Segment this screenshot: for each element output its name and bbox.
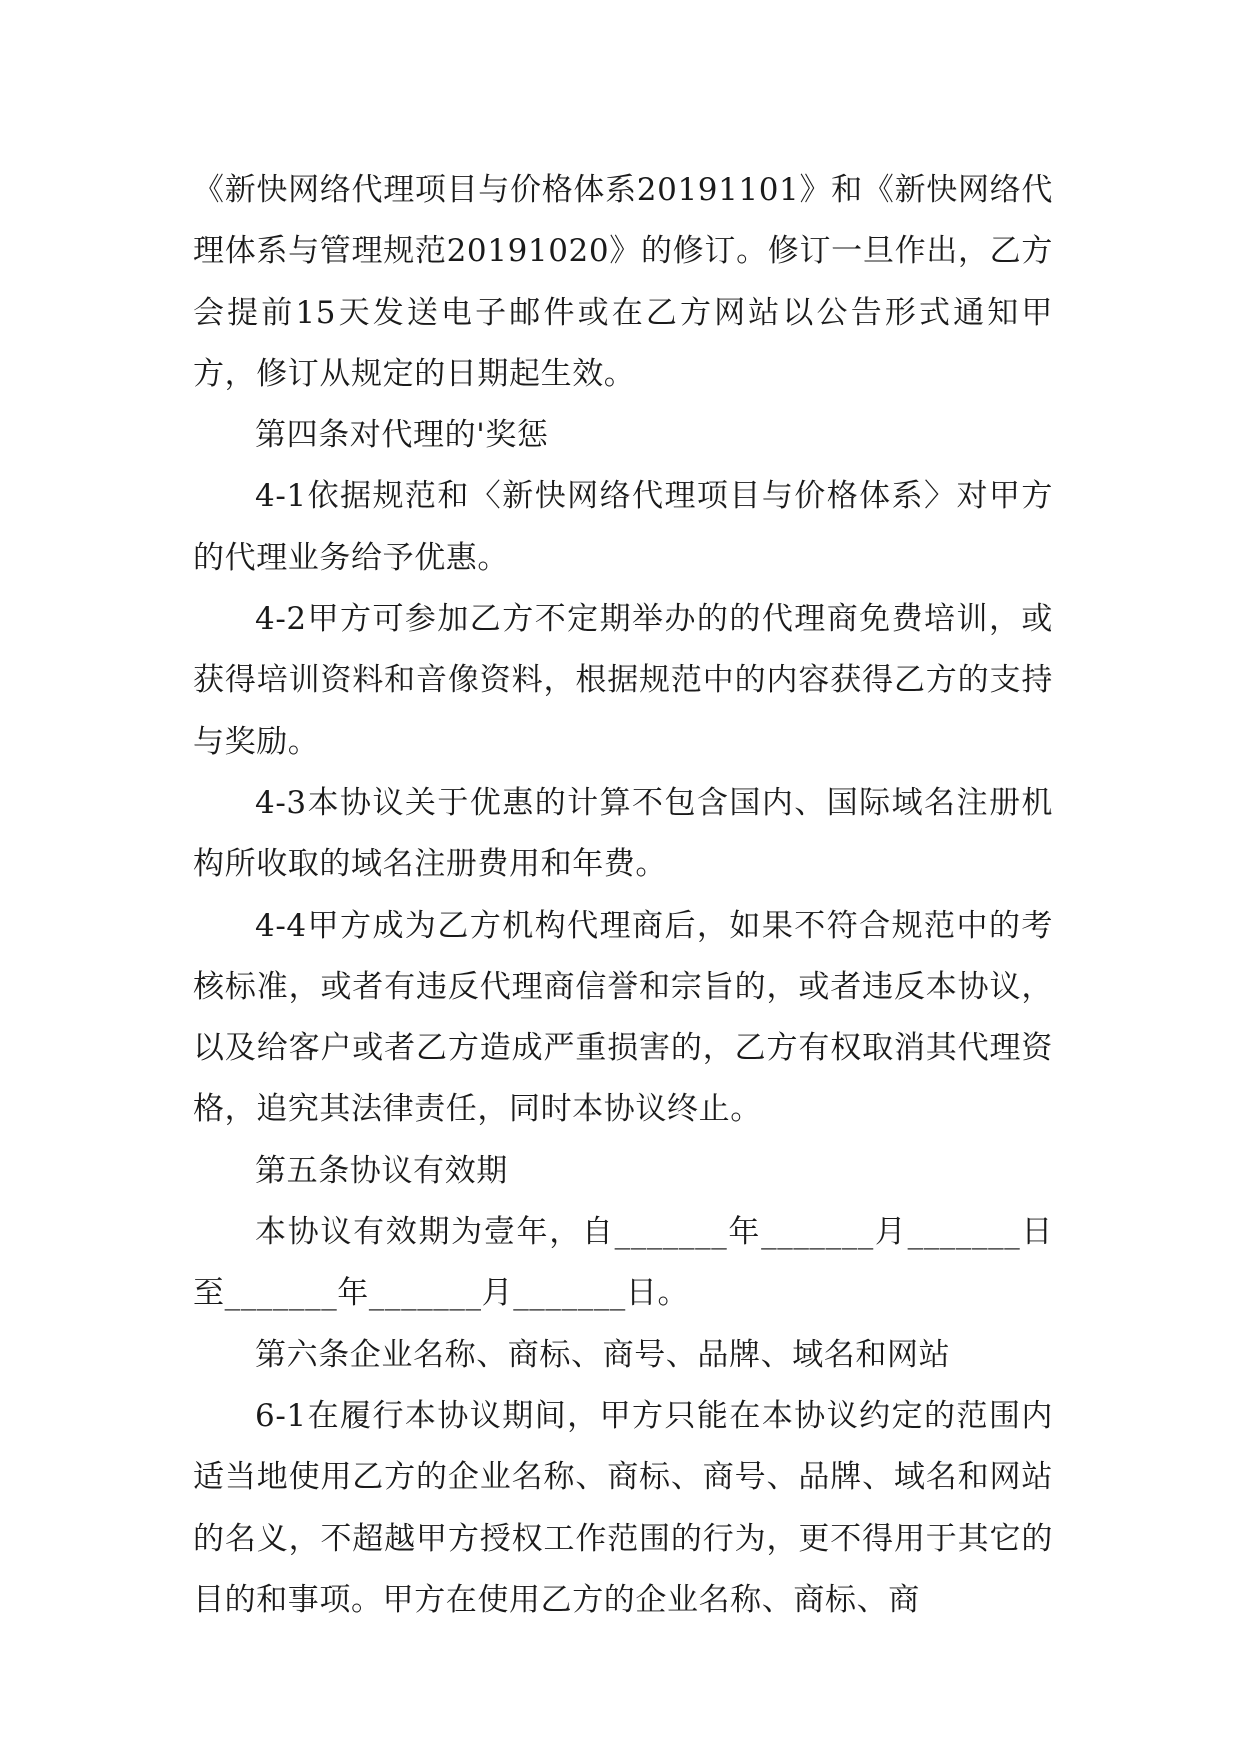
clause-6-1: 6-1在履行本协议期间，甲方只能在本协议约定的范围内适当地使用乙方的企业名称、商标、商号、品牌、域名和网站的名义，不超越甲方授权工作范围的行为，更不得用于其它的目的和事项。甲方在使用乙方的企业名称、商标、商 [193, 1397, 1053, 1618]
paragraph-revision-notice: 《新快网络代理项目与价格体系20191101》和《新快网络代理体系与管理规范20191020》的修订。修订一旦作出，乙方会提前15天发送电子邮件或在乙方网站以公告形式通知甲方，修订从规定的日期起生效。 [193, 172, 1053, 392]
clause-4-2: 4-2甲方可参加乙方不定期举办的的代理商免费培训，或获得培训资料和音像资料，根据规范中的内容获得乙方的支持与奖励。 [193, 601, 1053, 760]
clause-4-3: 4-3本协议关于优惠的计算不包含国内、国际域名注册机构所收取的域名注册费用和年费。 [193, 784, 1053, 883]
document-body [193, 160, 1053, 1631]
article-6-heading: 第六条企业名称、商标、商号、品牌、域名和网站 [255, 1336, 951, 1373]
article-4-heading: 第四条对代理的'奖惩 [255, 417, 549, 454]
clause-4-1: 4-1依据规范和〈新快网络代理项目与价格体系〉对甲方的代理业务给予优惠。 [193, 478, 1053, 576]
validity-period-clause: 本协议有效期为壹年，自_______年_______月_______日至_______年_______月_______日。 [193, 1214, 1053, 1312]
article-5-heading: 第五条协议有效期 [255, 1152, 508, 1189]
clause-4-4: 4-4甲方成为乙方机构代理商后，如果不符合规范中的考核标准，或者有违反代理商信誉和宗旨的，或者违反本协议，以及给客户或者乙方造成严重损害的，乙方有权取消其代理资格，追究其法律责任，同时本协议终止。 [193, 907, 1053, 1128]
